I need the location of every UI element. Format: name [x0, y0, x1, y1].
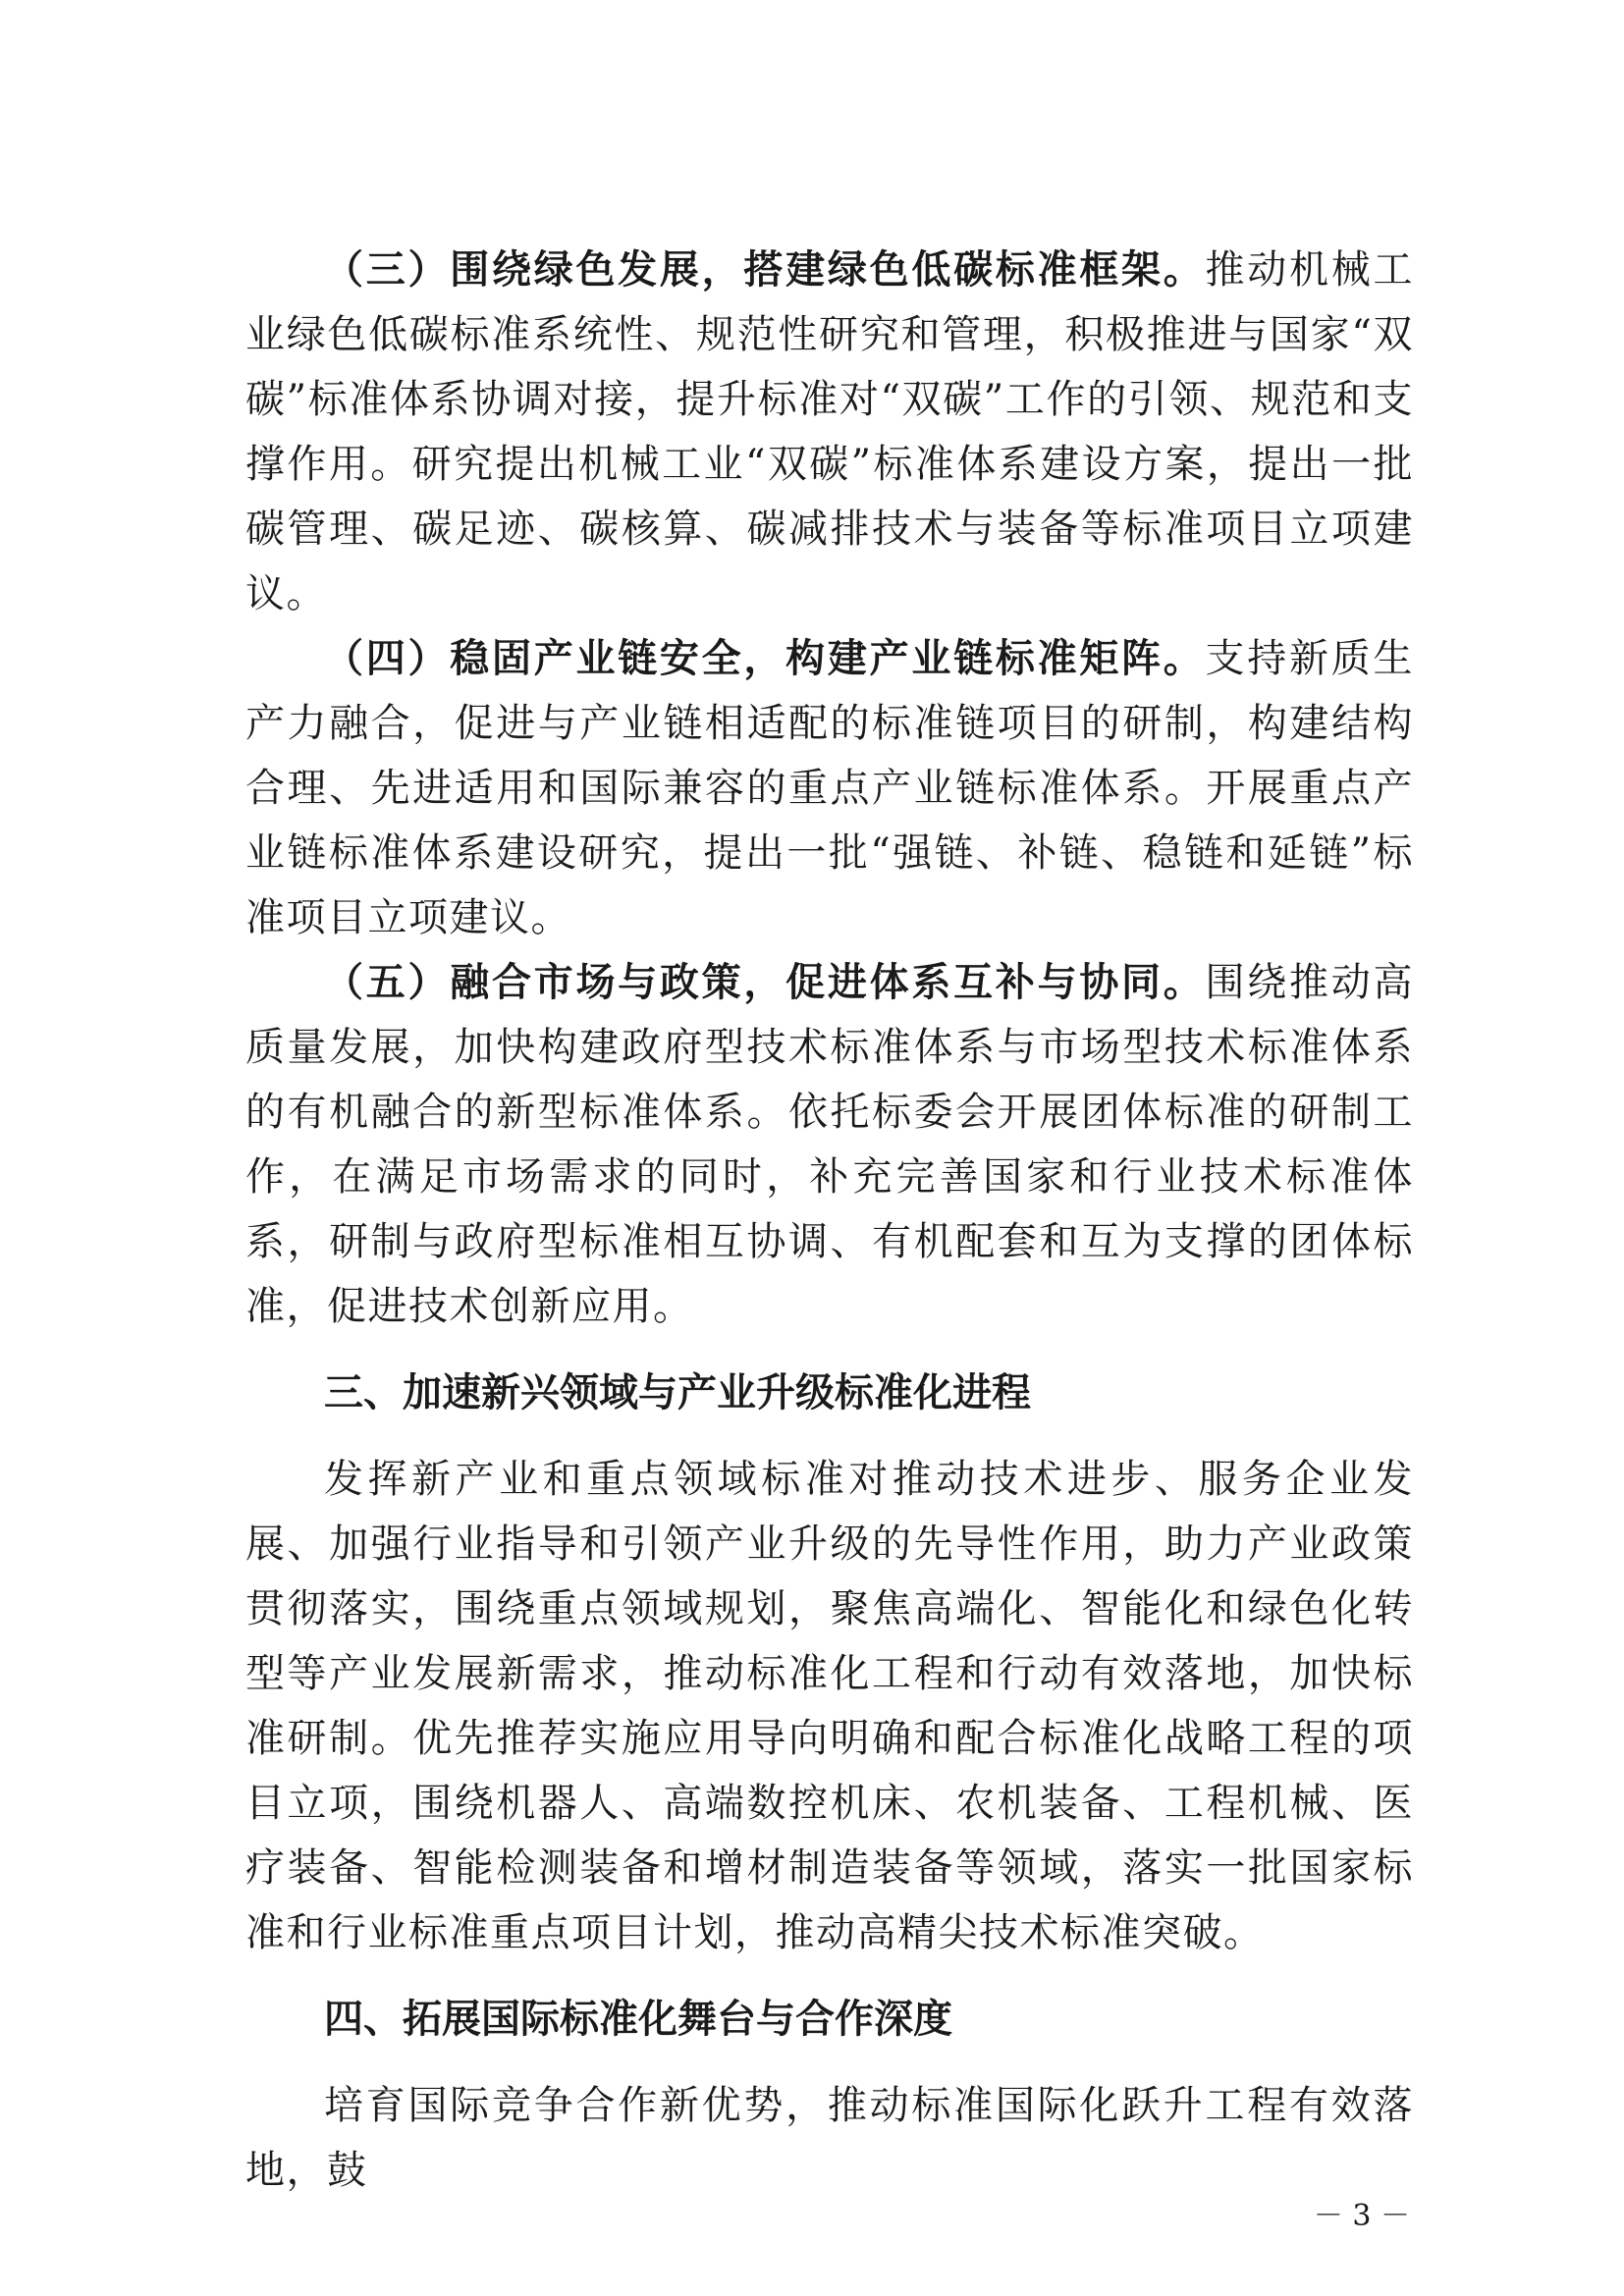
page-number: － 3 －: [1313, 2199, 1410, 2233]
paragraph-text: 支持新质生产力融合，促进与产业链相适配的标准链项目的研制，构建结构合理、先进适用和国际兼容的重点产业链标准体系。开展重点产业链标准体系建设研究，提出一批“强链、补链、稳链和延链”标准项目立项建议。: [245, 636, 1415, 940]
paragraph-lead: （五）融合市场与政策，促进体系互补与协同。: [324, 959, 1206, 1005]
paragraph-market-policy: [245, 950, 1414, 1339]
paragraph-industry-chain: [245, 626, 1414, 950]
document-body: [245, 238, 1414, 2203]
paragraph-green-low-carbon: [245, 238, 1414, 626]
paragraph-text: 推动机械工业绿色低碳标准系统性、规范性研究和管理，积极推进与国家“双碳”标准体系协调对接，提升标准对“双碳”工作的引领、规范和支撑作用。研究提出机械工业“双碳”标准体系建设方案，提出一批碳管理、碳足迹、碳核算、碳减排技术与装备等标准项目立项建议。: [245, 247, 1415, 616]
section-heading-4: 四、拓展国际标准化舞台与合作深度: [324, 1997, 952, 2042]
section-3-paragraph: 发挥新产业和重点领域标准对推动技术进步、服务企业发展、加强行业指导和引领产业升级的先导性作用，助力产业政策贯彻落实，围绕重点领域规划，聚焦高端化、智能化和绿色化转型等产业发展新需求，推动标准化工程和行动有效落地，加快标准研制。优先推荐实施应用导向明确和配合标准化战略工程的项目立项，围绕机器人、高端数控机床、农机装备、工程机械、医疗装备、智能检测装备和增材制造装备等领域，落实一批国家标准和行业标准重点项目计划，推动高精尖技术标准突破。: [245, 1457, 1414, 1955]
paragraph-lead: （三）围绕绿色发展，搭建绿色低碳标准框架。: [324, 246, 1206, 293]
section-4-paragraph: 培育国际竞争合作新优势，推动标准国际化跃升工程有效落地，鼓: [245, 2083, 1414, 2193]
paragraph-text: 围绕推动高质量发展，加快构建政府型技术标准体系与市场型技术标准体系的有机融合的新型标准体系。依托标委会开展团体标准的研制工作，在满足市场需求的同时，补充完善国家和行业技术标准体系，研制与政府型标准相互协调、有机配套和互为支撑的团体标准，促进技术创新应用。: [245, 960, 1415, 1329]
paragraph-lead: （四）稳固产业链安全，构建产业链标准矩阵。: [324, 635, 1206, 681]
section-heading-3: 三、加速新兴领域与产业升级标准化进程: [324, 1370, 1031, 1415]
